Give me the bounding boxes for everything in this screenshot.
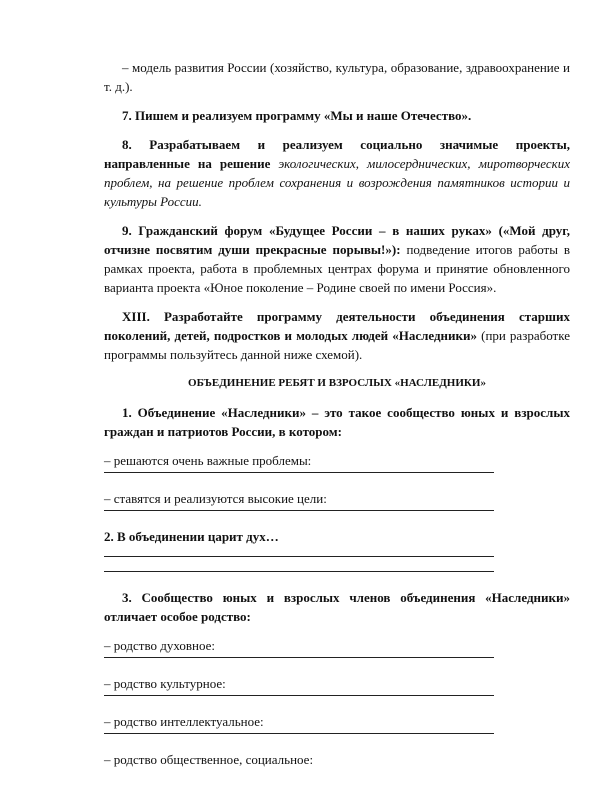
section-3-title (104, 588, 570, 626)
section-1-title (104, 403, 570, 441)
item-8-italic: экологических, милосерднических, миротворческих проблем, на решение проблем сохранения и возрождения памятников истории и культуры России. (104, 156, 570, 209)
model-text: – модель развития России (хозяйство, культура, образование, здравоохранение и т. д.). (104, 60, 570, 94)
section-2-title-text: 2. В объединении царит дух… (104, 529, 279, 544)
section-1-item-goals: – ставятся и реализуются высокие цели: (104, 491, 327, 506)
section-3-item-social: – родство общественное, социальное: (104, 752, 314, 767)
answer-line[interactable] (104, 472, 494, 473)
item-9-rest: подведение итогов работы в рамках проекта, работа в проблемных центрах форума и принятие обновленного варианта проекта «Юное поколение – Родине своей по имени Россия». (104, 242, 571, 295)
section-3-item-spiritual: – родство духовное: (104, 638, 215, 653)
section-xiii-bold: XIII. Разработайте программу деятельности объединения старших поколений, детей, подростков и молодых людей «Наследники» (104, 309, 570, 343)
answer-line[interactable] (104, 695, 494, 696)
item-9-bold: 9. Гражданский форум «Будущее России – в наших руках» («Мой друг, отчизне посвятим души прекрасные порывы!»): (104, 223, 570, 257)
paragraph-7 (104, 106, 570, 125)
answer-line[interactable] (104, 657, 494, 658)
item-8-lead: 8. Разрабатываем и реализуем социально значимые проекты, направленные на решение (104, 137, 570, 171)
answer-line[interactable] (104, 733, 494, 734)
section-1-title-text: 1. Объединение «Наследники» – это такое сообщество юных и взрослых граждан и патриотов России, в котором: (104, 405, 570, 439)
section-xiii-rest: (при разработке программы пользуйтесь данной ниже схемой). (104, 328, 570, 362)
paragraph-xiii (104, 307, 570, 364)
answer-line[interactable] (104, 571, 494, 572)
paragraph-9 (104, 221, 570, 297)
section-3-title-text: 3. Сообщество юных и взрослых членов объединения «Наследники» отличает особое родство: (104, 590, 570, 624)
paragraph-model (104, 58, 570, 96)
section-2-title (104, 527, 570, 546)
section-1-item-problems: – решаются очень важные проблемы: (104, 453, 312, 468)
document-content (104, 58, 570, 769)
section-3-item-intellectual: – родство интеллектуальное: (104, 714, 264, 729)
answer-line[interactable] (104, 556, 494, 557)
item-7-text: 7. Пишем и реализуем программу «Мы и наше Отечество». (122, 108, 472, 123)
section-3-item-cultural: – родство культурное: (104, 676, 226, 691)
paragraph-8 (104, 135, 570, 211)
answer-line[interactable] (104, 510, 494, 511)
scheme-heading: ОБЪЕДИНЕНИЕ РЕБЯТ И ВЗРОСЛЫХ «НАСЛЕДНИКИ» (188, 377, 486, 389)
